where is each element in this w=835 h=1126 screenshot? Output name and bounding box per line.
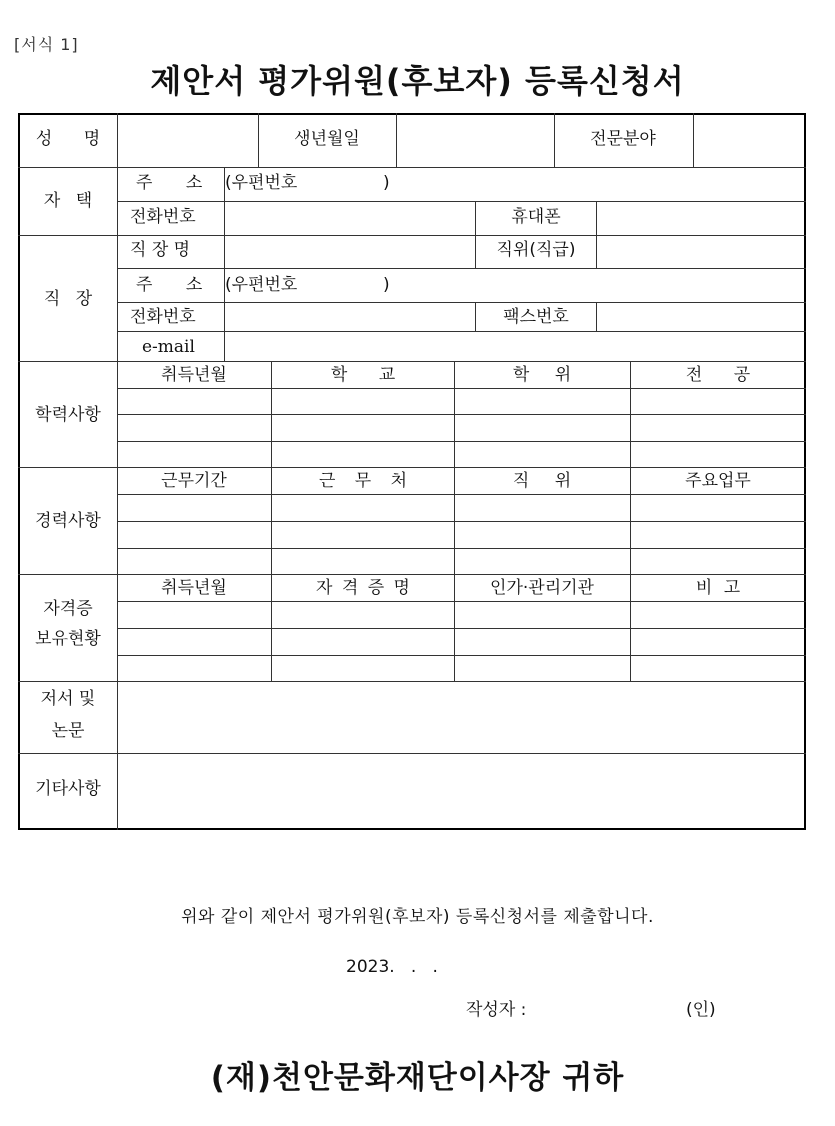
publications-label: 저서 및 [40,689,96,709]
column-divider [258,113,259,167]
home-phone-label: 전화번호 [130,207,196,227]
fax-field[interactable] [599,303,804,330]
work-postal-close: ) [383,275,390,295]
certificate-header-remarks: 비 고 [695,578,741,598]
work-address-label: 주 소 [136,275,203,295]
column-divider [454,361,455,468]
career-header-position: 직 위 [512,471,572,491]
home-section-label: 자 택 [43,191,93,211]
home-postal-label: (우편번호 [225,173,298,193]
column-divider [596,201,597,235]
column-divider [630,574,631,681]
mobile-label: 휴대폰 [511,207,561,227]
name-field[interactable] [120,116,256,165]
column-divider [396,113,397,167]
name-label: 성 명 [35,129,101,149]
addressee: (재)천안문화재단이사장 귀하 [210,1060,625,1096]
row-divider [117,268,806,269]
birth-date-label: 생년월일 [294,129,360,149]
writer-label: 작성자 : [466,1000,527,1020]
company-label: 직 장 명 [130,240,191,260]
others-field[interactable] [120,756,804,826]
education-header-major: 전 공 [685,365,751,385]
education-header-degree: 학 위 [512,365,572,385]
row-divider [117,601,806,602]
work-section-label: 직 장 [43,289,93,309]
certificate-section-label: 자격증 [43,599,93,619]
column-divider [693,113,694,167]
education-header-date: 취득년월 [161,365,227,385]
specialty-field[interactable] [696,116,800,165]
column-divider [271,467,272,574]
home-phone-field[interactable] [228,202,473,234]
row-divider [18,574,806,575]
row-divider [117,655,806,656]
certificate-section-label-2: 보유현황 [35,629,101,649]
column-divider [596,302,597,331]
column-divider [630,467,631,574]
career-section-label: 경력사항 [35,511,101,531]
column-divider [271,361,272,468]
row-divider [117,441,806,442]
certificate-header-issuer: 인가·관리기관 [490,578,594,598]
fax-label: 팩스번호 [503,307,569,327]
others-label: 기타사항 [35,779,101,799]
home-postal-close: ) [383,173,390,193]
document-title: 제안서 평가위원(후보자) 등록신청서 [150,62,685,100]
career-header-duties: 주요업무 [685,471,751,491]
job-title-field[interactable] [599,236,804,267]
certificate-header-date: 취득년월 [161,578,227,598]
column-divider [454,574,455,681]
column-divider [475,201,476,235]
row-divider [117,628,806,629]
row-divider [18,361,806,362]
column-divider [630,361,631,468]
submission-statement: 위와 같이 제안서 평가위원(후보자) 등록신청서를 제출합니다. [181,907,654,927]
row-divider [18,167,806,168]
column-divider [475,302,476,331]
work-postal-label: (우편번호 [225,275,298,295]
row-divider [18,467,806,468]
row-divider [18,753,806,754]
specialty-label: 전문분야 [590,129,656,149]
row-divider [117,548,806,549]
email-field[interactable] [228,332,804,360]
publications-field[interactable] [120,684,804,751]
publications-label-2: 논문 [51,721,85,741]
row-divider [117,494,806,495]
row-divider [117,521,806,522]
row-divider [117,388,806,389]
column-divider [117,113,118,830]
column-divider [554,113,555,167]
certificate-header-name: 자 격 증 명 [316,578,410,598]
submission-date: 2023. . . [346,957,438,977]
column-divider [596,235,597,268]
work-phone-field[interactable] [228,303,473,330]
row-divider [117,414,806,415]
work-phone-label: 전화번호 [130,307,196,327]
column-divider [454,467,455,574]
form-number-label: [서식 1] [14,35,79,54]
seal-label: (인) [686,1000,716,1020]
column-divider [224,167,225,361]
company-field[interactable] [228,236,473,267]
column-divider [271,574,272,681]
application-form-table [18,113,806,830]
email-label: e-mail [142,337,195,357]
career-header-period: 근무기간 [161,471,227,491]
education-header-school: 학 교 [330,365,396,385]
mobile-field[interactable] [599,202,804,234]
birth-date-field[interactable] [399,116,552,165]
home-address-label: 주 소 [136,173,203,193]
job-title-label: 직위(직급) [496,240,576,260]
career-header-workplace: 근 무 처 [318,471,408,491]
column-divider [475,235,476,268]
row-divider [18,681,806,682]
education-section-label: 학력사항 [35,405,101,425]
